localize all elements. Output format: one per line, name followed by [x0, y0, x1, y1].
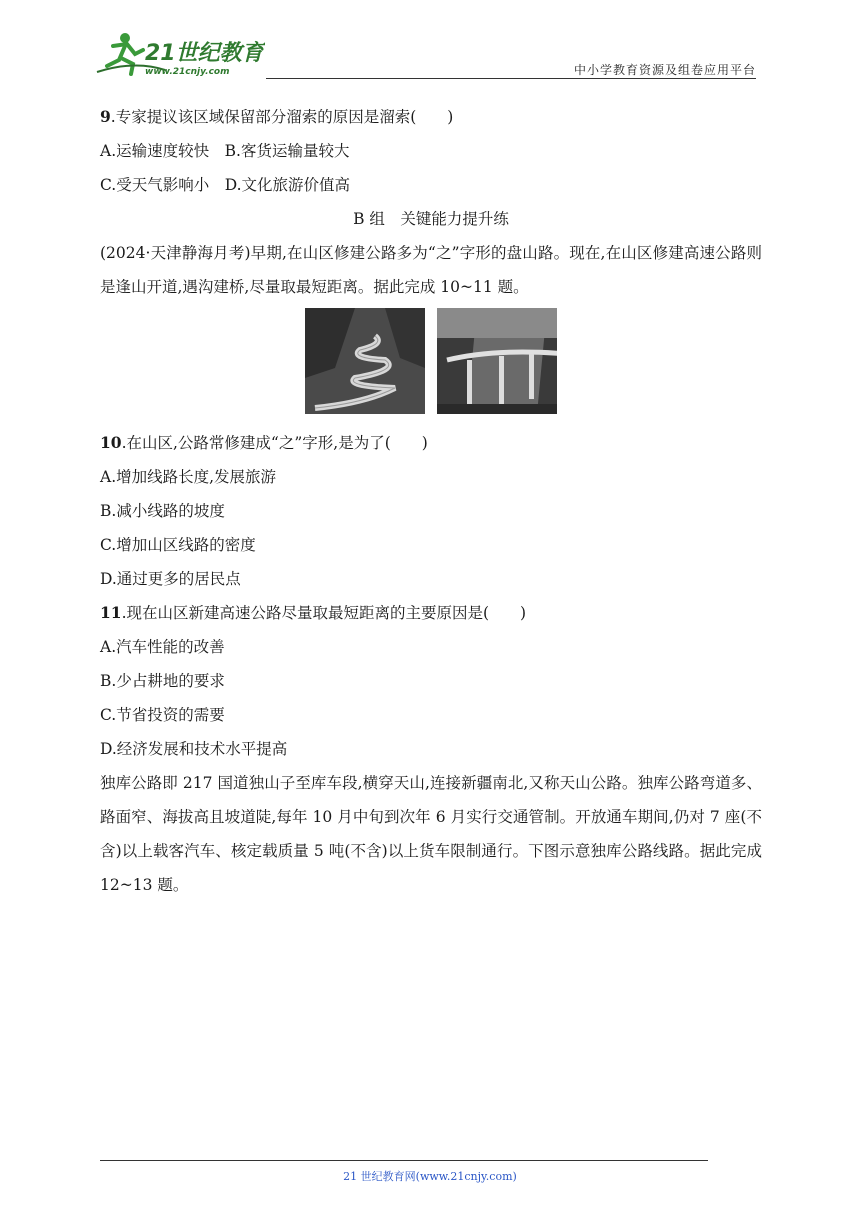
page-header	[0, 0, 860, 80]
question-10-option-a: A.增加线路长度,发展旅游	[100, 468, 277, 486]
question-9-options-ab: A.运输速度较快 B.客货运输量较大	[100, 142, 350, 160]
question-11-stem	[100, 596, 762, 630]
runner-logo-icon	[95, 30, 265, 80]
question-10-number: 10	[100, 433, 122, 452]
question-9-options-cd: C.受天气影响小 D.文化旅游价值高	[100, 176, 351, 194]
passage-10-11: (2024·天津静海月考)早期,在山区修建公路多为“之”字形的盘山路。现在,在山区修建高速公路则是逢山开道,遇沟建桥,尽量取最短距离。据此完成 10~11 题。	[100, 244, 762, 296]
question-10-option-c: C.增加山区线路的密度	[100, 536, 256, 554]
question-10-text: .在山区,公路常修建成“之”字形,是为了( )	[121, 434, 428, 452]
section-heading-b: B 组 关键能力提升练	[353, 210, 509, 228]
logo-url: www.21cnjy.com	[145, 67, 230, 77]
question-11-option-c: C.节省投资的需要	[100, 706, 225, 724]
question-11-option-b: B.少占耕地的要求	[100, 672, 225, 690]
footer-rule	[100, 1160, 708, 1161]
figure-roads	[100, 308, 762, 420]
question-9-number: 9	[100, 107, 111, 126]
question-11-option-a: A.汽车性能的改善	[100, 638, 225, 656]
question-10-option-b: B.减小线路的坡度	[100, 502, 225, 520]
document-body	[100, 100, 762, 902]
question-11-option-d: D.经济发展和技术水平提高	[100, 740, 288, 758]
header-rule	[266, 78, 756, 79]
question-10-stem	[100, 426, 762, 460]
highway-bridge-photo	[437, 308, 557, 414]
passage-12-13: 独库公路即 217 国道独山子至库车段,横穿天山,连接新疆南北,又称天山公路。独库公路弯道多、路面窄、海拔高且坡道陡,每年 10 月中旬到次年 6 月实行交通管制。开放通车期间,仍对 7 座(不含)以上载客汽车、核定载质量 5 吨(不含)以上货车限制通行。下图示意独库公路线路。据此完成 12~13 题。	[100, 774, 762, 894]
footer-link[interactable]: 21 世纪教育网(www.21cnjy.com)	[343, 1170, 517, 1183]
platform-tagline: 中小学教育资源及组卷应用平台	[573, 63, 756, 77]
site-logo[interactable]	[95, 30, 265, 80]
question-11-number: 11	[100, 603, 122, 622]
question-9-stem	[100, 100, 762, 134]
logo-wordmark: 21世纪教育	[145, 41, 264, 66]
question-10-option-d: D.通过更多的居民点	[100, 570, 241, 588]
question-11-text: .现在山区新建高速公路尽量取最短距离的主要原因是( )	[121, 604, 527, 622]
switchback-road-photo	[305, 308, 425, 414]
question-9-text: .专家提议该区域保留部分溜索的原因是溜索( )	[110, 108, 454, 126]
